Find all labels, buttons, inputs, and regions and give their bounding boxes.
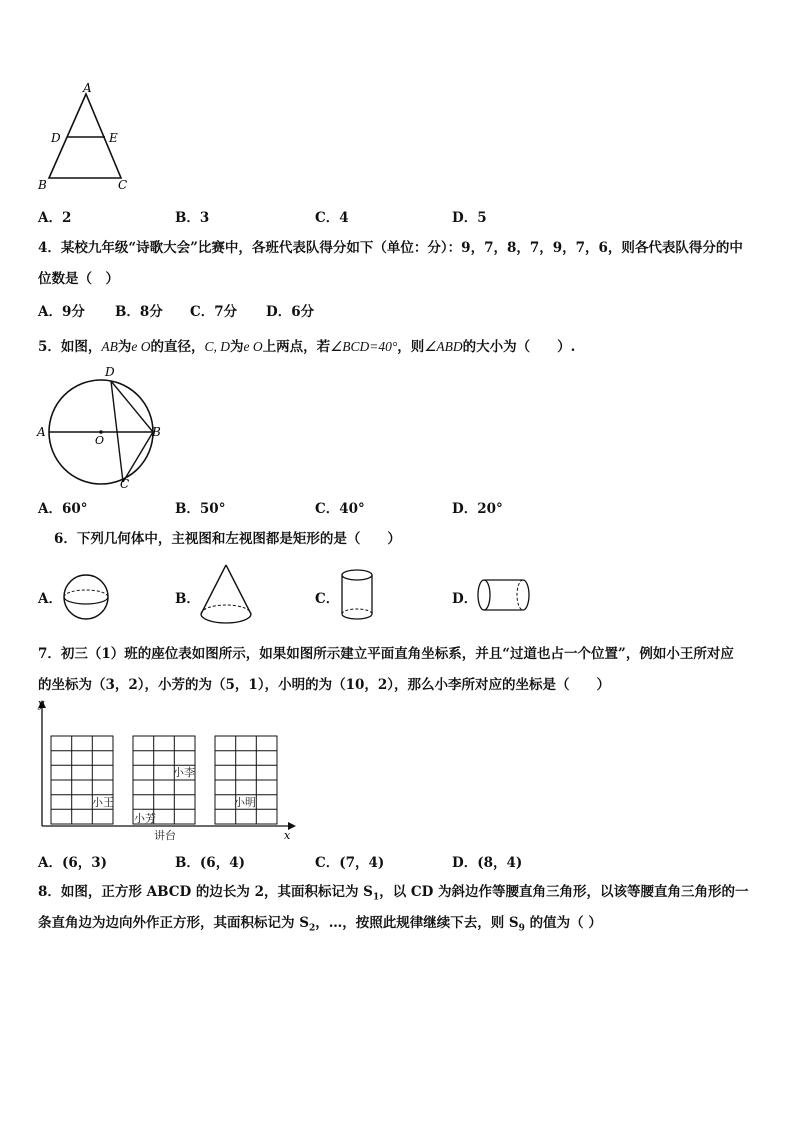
q5-stem: 5．如图，AB为e O的直径，C, D为e O上两点，若∠BCD=40°，则∠ABD的大小为（ ）. — [38, 339, 576, 355]
q4-option-a[interactable]: A．9分 — [38, 304, 85, 320]
q3-option-c[interactable]: C．4 — [315, 210, 349, 226]
q5-option-c[interactable]: C．40° — [315, 501, 365, 517]
label-a: A — [37, 425, 46, 439]
q6-option-a-label[interactable]: A． — [38, 591, 62, 607]
q4-stem-line1: 4．某校九年级“诗歌大会”比赛中，各班代表队得分如下（单位：分）：9，7，8，7，9，7，6，则各代表队得分的中 — [38, 240, 743, 256]
cone-icon[interactable] — [198, 562, 254, 628]
q4-option-c[interactable]: C．7分 — [190, 304, 238, 320]
label-d: D — [51, 131, 61, 145]
q3-option-b[interactable]: B．3 — [175, 210, 210, 226]
q4-stem-line2: 位数是（ ） — [38, 271, 119, 287]
x-axis-label: x — [284, 829, 291, 842]
q3-option-a[interactable]: A．2 — [38, 210, 72, 226]
label-xiao-wang: 小王 — [92, 796, 114, 809]
label-c: C — [120, 477, 130, 491]
q7-option-d[interactable]: D．(8，4) — [452, 855, 523, 871]
q5-option-a[interactable]: A．60° — [38, 501, 88, 517]
q5-option-d[interactable]: D．20° — [452, 501, 503, 517]
label-e: E — [109, 131, 118, 145]
q6-option-c-label[interactable]: C． — [315, 591, 340, 607]
q4-option-b[interactable]: B．8分 — [115, 304, 163, 320]
q8-stem-line2: 条直角边为边向外作正方形，其面积标记为 $S_2$，…，按照此规律继续下去，则 $S_9$ 的值为（ ） — [38, 915, 602, 934]
label-xiao-ming: 小明 — [234, 796, 256, 809]
seat-grid-left — [51, 736, 113, 824]
circle-figure — [34, 362, 169, 492]
q7-stem-line1: 7．初三（1）班的座位表如图所示，如果如图所示建立平面直角坐标系，并且“过道也占一个位置”，例如小王所对应 — [38, 646, 734, 662]
label-c: C — [118, 178, 128, 192]
q6-option-b-label[interactable]: B． — [175, 591, 200, 607]
triangle-figure — [36, 80, 146, 195]
q7-option-c[interactable]: C．(7，4) — [315, 855, 385, 871]
seat-grid-middle — [133, 736, 195, 824]
label-xiao-fang: 小芳 — [134, 812, 156, 825]
q4-option-d[interactable]: D．6分 — [266, 304, 315, 320]
cylinder-icon[interactable] — [338, 567, 376, 623]
q7-stem-line2: 的坐标为（3，2），小芳的为（5，1），小明的为（10，2），那么小李所对应的坐标是（ ） — [38, 677, 611, 693]
label-d: D — [105, 365, 115, 379]
horizontal-cylinder-icon[interactable] — [474, 576, 534, 614]
label-xiao-li: 小李 — [173, 766, 195, 779]
label-a: A — [83, 81, 92, 95]
seat-grid-right — [215, 736, 277, 824]
label-podium: 讲台 — [154, 829, 176, 842]
q5-option-b[interactable]: B．50° — [175, 501, 226, 517]
q3-option-d[interactable]: D．5 — [452, 210, 487, 226]
q8-stem-line1: 8．如图，正方形 ABCD 的边长为 2，其面积标记为 $S_1$，以 CD 为斜边作等腰直角三角形，以该等腰直角三角形的一 — [38, 884, 749, 903]
seating-chart-figure — [30, 696, 300, 846]
q6-stem: 6．下列几何体中，主视图和左视图都是矩形的是（ ） — [54, 531, 401, 547]
q7-option-b[interactable]: B．(6，4) — [175, 855, 245, 871]
label-b: B — [152, 425, 161, 439]
q6-option-d-label[interactable]: D． — [452, 591, 478, 607]
sphere-icon[interactable] — [60, 572, 112, 622]
label-o: O — [95, 434, 105, 447]
label-b: B — [38, 178, 47, 192]
q7-option-a[interactable]: A．(6，3) — [38, 855, 108, 871]
y-axis-label: y — [38, 697, 45, 710]
